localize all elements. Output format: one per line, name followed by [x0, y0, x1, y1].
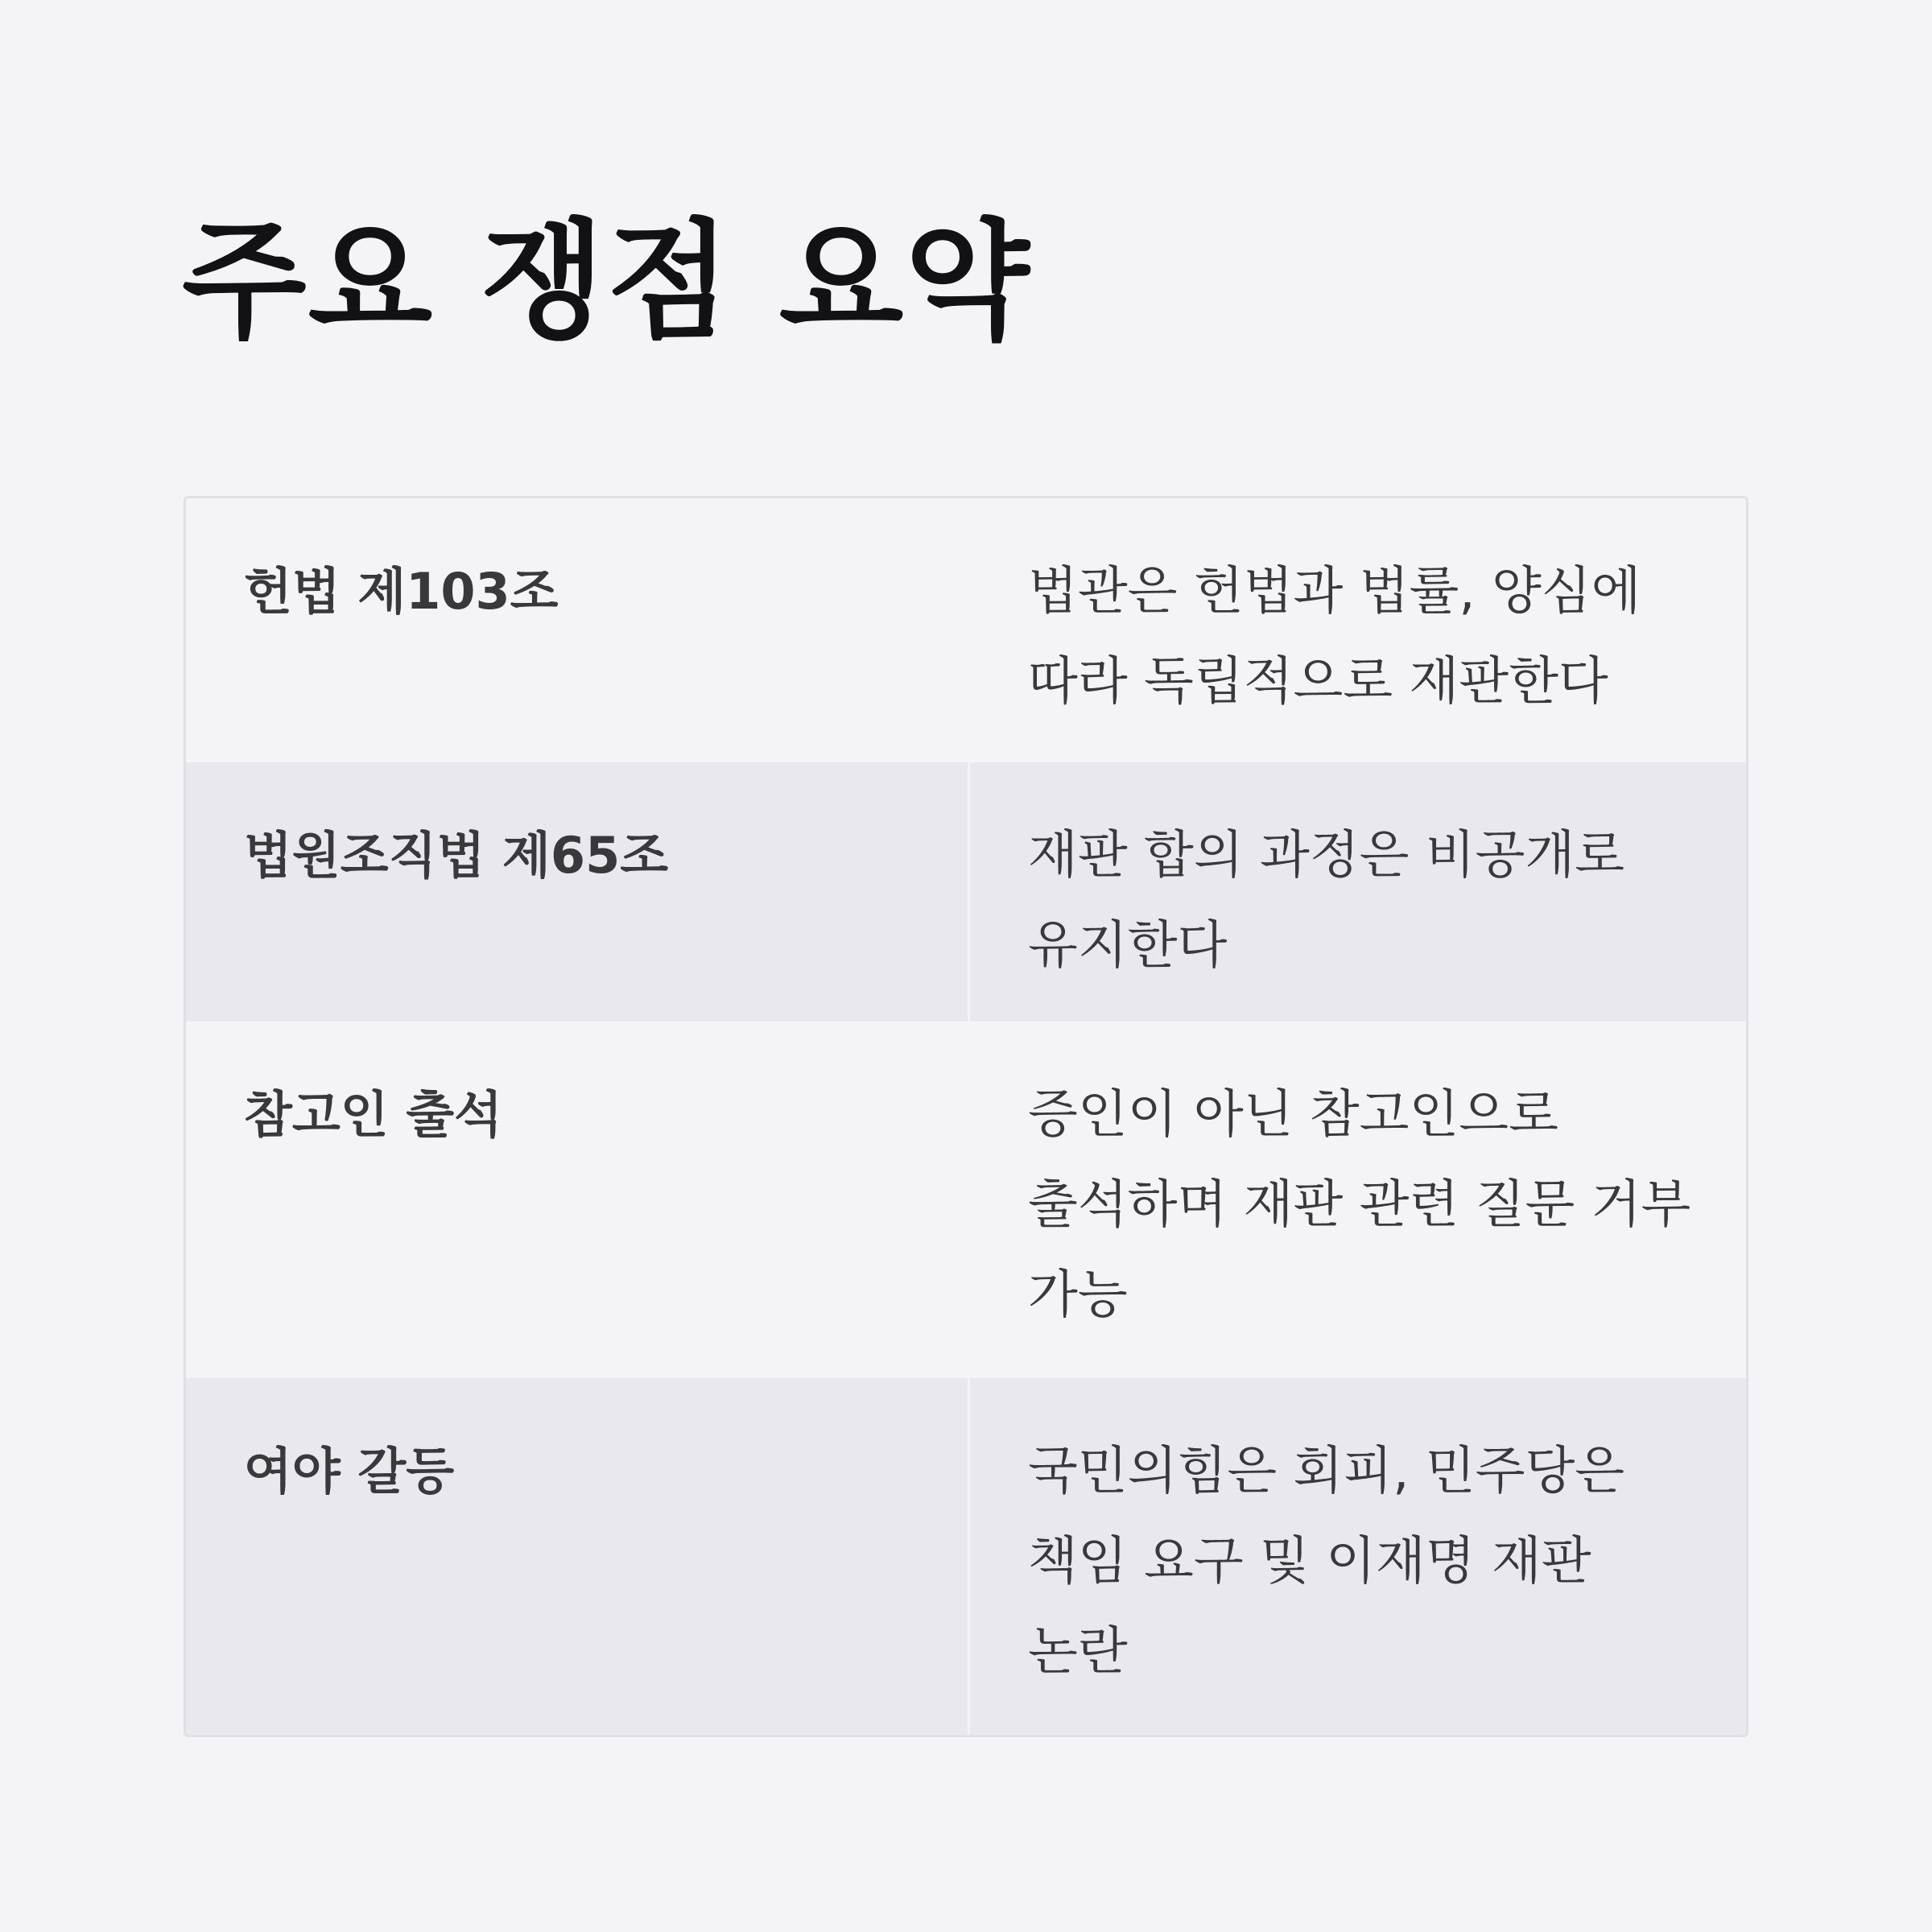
table-row — [186, 1022, 1746, 1378]
row-description: 재판 합의 과정은 비공개로 유지한다 — [1028, 826, 1625, 976]
row-label: 참고인 출석 — [244, 1085, 503, 1144]
table-row — [186, 1378, 1746, 1735]
row-label: 법원조직법 제65조 — [244, 826, 669, 885]
row-description: 법관은 헌법과 법률, 양심에 따라 독립적으로 재판한다 — [1028, 562, 1641, 712]
summary-table — [184, 496, 1748, 1737]
page-title: 주요 쟁점 요약 — [182, 206, 1031, 357]
table-row — [186, 498, 1746, 762]
table-row — [186, 762, 1746, 1022]
row-label: 여야 갈등 — [244, 1442, 455, 1501]
row-description: 증인이 아닌 참고인으로 출석하며 재판 관련 질문 거부 가능 — [1028, 1085, 1691, 1325]
row-description: 국민의힘은 회피, 민주당은 책임 요구 및 이재명 재판 논란 — [1028, 1442, 1625, 1682]
row-label: 헌법 제103조 — [244, 562, 559, 621]
